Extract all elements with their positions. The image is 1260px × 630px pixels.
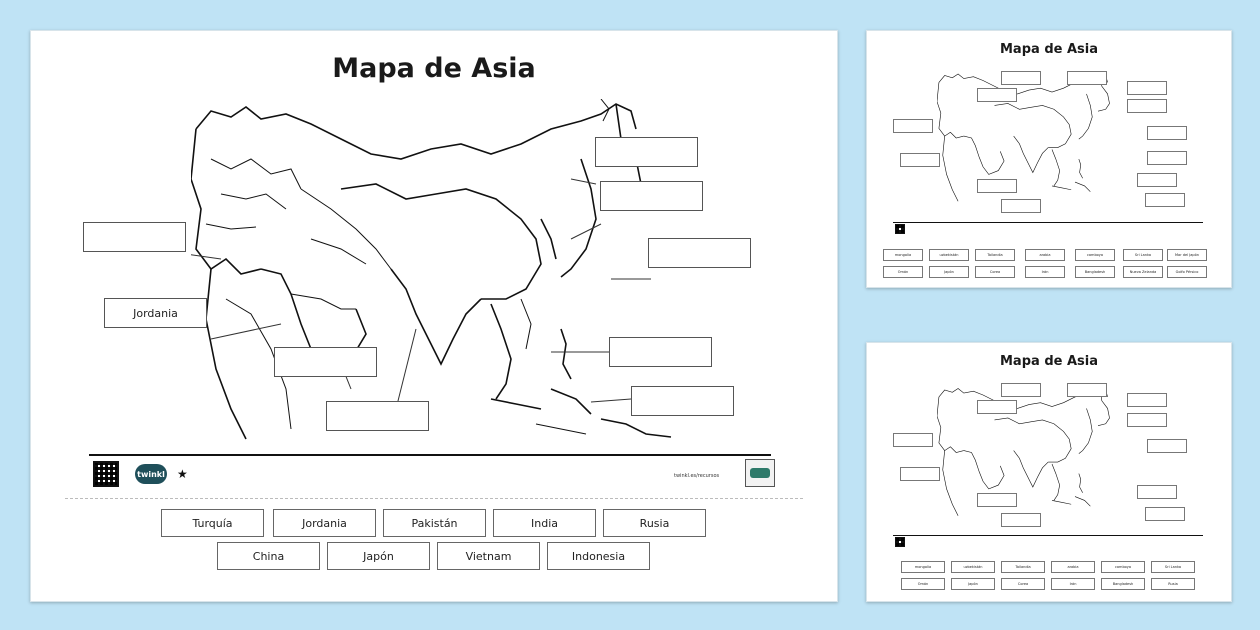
preview-word-card[interactable]: camboya	[1101, 561, 1145, 573]
preview-word-card[interactable]: Bangladesh	[1101, 578, 1145, 590]
map-label-box-jordan[interactable]	[104, 298, 207, 328]
preview-title: Mapa de Asia	[1000, 42, 1098, 57]
preview-word-card[interactable]: Corea	[975, 266, 1015, 278]
preview-word-card[interactable]: Rusia	[1151, 578, 1195, 590]
preview-label-box[interactable]	[977, 493, 1017, 507]
footer-url: twinkl.es/recursos	[674, 473, 720, 479]
preview-word-card[interactable]: Irán	[1025, 266, 1065, 278]
preview-word-card[interactable]: arabia	[1025, 249, 1065, 261]
preview-label-box[interactable]	[1147, 126, 1187, 140]
preview-label-box[interactable]	[1001, 383, 1041, 397]
word-card[interactable]: India	[493, 509, 596, 537]
preview-word-card[interactable]: Corea	[1001, 578, 1045, 590]
preview-footer-divider	[893, 535, 1203, 536]
preview-label-box[interactable]	[893, 433, 933, 447]
preview-word-card[interactable]: mongolia	[901, 561, 945, 573]
preview-word-card[interactable]: Irán	[1051, 578, 1095, 590]
map-label-box-india[interactable]	[326, 401, 429, 431]
map-label-text: Jordania	[133, 306, 178, 320]
preview-label-box[interactable]	[1001, 199, 1041, 213]
preview-label-box[interactable]	[977, 179, 1017, 193]
qr-code	[93, 461, 119, 487]
preview-label-box[interactable]	[1137, 485, 1177, 499]
cut-line	[65, 498, 803, 499]
preview-word-card[interactable]: Omán	[901, 578, 945, 590]
footer-divider	[89, 454, 771, 456]
preview-label-box[interactable]	[1127, 99, 1167, 113]
preview-label-box[interactable]	[1127, 81, 1167, 95]
map-label-box-japan[interactable]	[648, 238, 751, 268]
preview-word-card[interactable]: Japón	[929, 266, 969, 278]
corner-logo-icon	[745, 459, 775, 487]
main-worksheet	[30, 30, 838, 602]
map-label-box-arabia[interactable]	[274, 347, 377, 377]
preview-word-card[interactable]: Japón	[951, 578, 995, 590]
word-card[interactable]: Rusia	[603, 509, 706, 537]
preview-word-card[interactable]: Sri Lanka	[1123, 249, 1163, 261]
preview-label-box[interactable]	[1145, 193, 1185, 207]
preview-qr-code	[895, 537, 905, 547]
word-card[interactable]: China	[217, 542, 320, 570]
preview-word-card[interactable]: Sri Lanka	[1151, 561, 1195, 573]
preview-label-box[interactable]	[1145, 507, 1185, 521]
map-label-box-russia[interactable]	[595, 137, 698, 167]
word-card[interactable]: Indonesia	[547, 542, 650, 570]
preview-label-box[interactable]	[1147, 439, 1187, 453]
word-card[interactable]: Jordania	[273, 509, 376, 537]
preview-label-box[interactable]	[900, 153, 940, 167]
star-icon: ★	[177, 467, 188, 481]
preview-word-card[interactable]: camboya	[1075, 249, 1115, 261]
preview-word-card[interactable]: mongolia	[883, 249, 923, 261]
preview-label-box[interactable]	[1001, 71, 1041, 85]
preview-word-card[interactable]: uzbekistán	[951, 561, 995, 573]
preview-label-box[interactable]	[1127, 393, 1167, 407]
map-label-box-europe[interactable]	[83, 222, 186, 252]
preview-title: Mapa de Asia	[1000, 354, 1098, 369]
preview-word-card[interactable]: Nueva Zelanda	[1123, 266, 1163, 278]
map-label-box-indonesia[interactable]	[631, 386, 734, 416]
preview-label-box[interactable]	[893, 119, 933, 133]
preview-word-card[interactable]: Omán	[883, 266, 923, 278]
preview-qr-code	[895, 224, 905, 234]
preview-word-card[interactable]: Bangladesh	[1075, 266, 1115, 278]
preview-label-box[interactable]	[900, 467, 940, 481]
preview-label-box[interactable]	[1137, 173, 1177, 187]
preview-label-box[interactable]	[1127, 413, 1167, 427]
preview-label-box[interactable]	[977, 400, 1017, 414]
preview-word-card[interactable]: Golfo Pérsico	[1167, 266, 1207, 278]
preview-footer-divider	[893, 222, 1203, 223]
brand-logo: twinkl	[135, 464, 167, 484]
preview-label-box[interactable]	[1067, 71, 1107, 85]
word-card[interactable]: Japón	[327, 542, 430, 570]
map-label-box-china[interactable]	[600, 181, 703, 211]
preview-label-box[interactable]	[977, 88, 1017, 102]
preview-word-card[interactable]: Tailandia	[975, 249, 1015, 261]
map-label-box-philippines[interactable]	[609, 337, 712, 367]
preview-word-card[interactable]: arabia	[1051, 561, 1095, 573]
preview-label-box[interactable]	[1001, 513, 1041, 527]
preview-worksheet-2	[866, 342, 1232, 602]
preview-worksheet-1	[866, 30, 1232, 288]
word-card[interactable]: Vietnam	[437, 542, 540, 570]
word-card[interactable]: Turquía	[161, 509, 264, 537]
preview-word-card[interactable]: Mar del Japón	[1167, 249, 1207, 261]
preview-word-card[interactable]: uzbekistán	[929, 249, 969, 261]
page-title: Mapa de Asia	[332, 53, 536, 84]
preview-word-card[interactable]: Tailandia	[1001, 561, 1045, 573]
word-card[interactable]: Pakistán	[383, 509, 486, 537]
preview-label-box[interactable]	[1147, 151, 1187, 165]
preview-label-box[interactable]	[1067, 383, 1107, 397]
